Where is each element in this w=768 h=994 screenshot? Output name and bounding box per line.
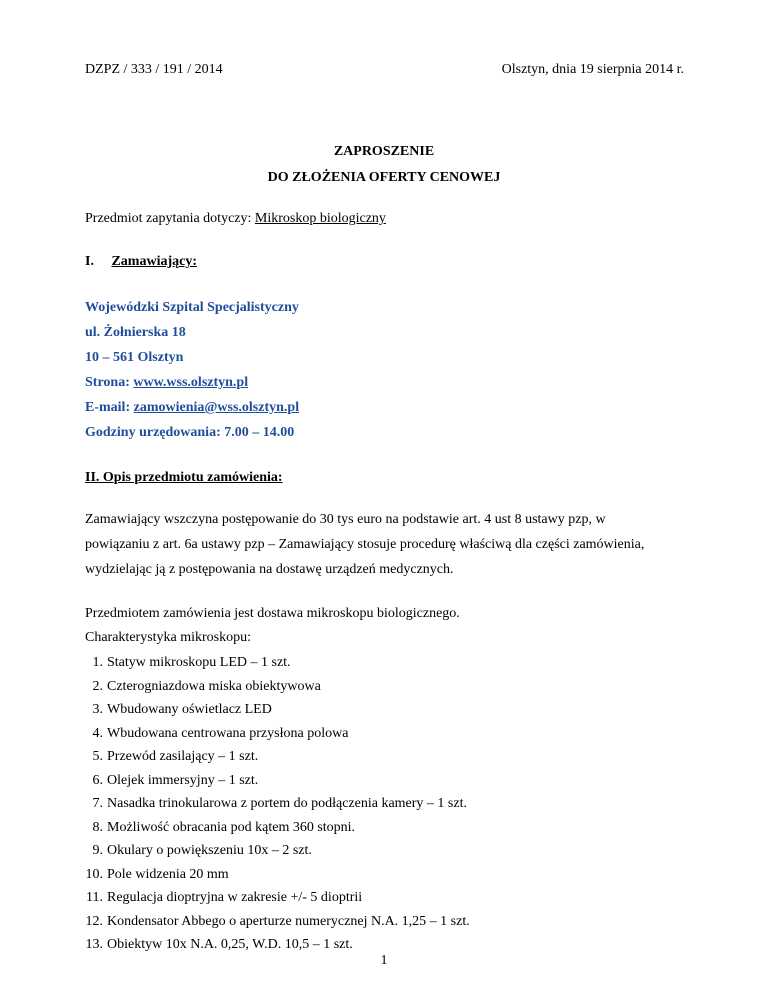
spec-item [79,679,321,695]
spec-item-number: 9. [92,843,103,858]
reference-number: DZPZ / 333 / 191 / 2014 [85,62,223,77]
spec-item-number: 4. [92,725,103,741]
website-label: Strona: [85,375,130,390]
org-email [85,400,299,416]
spec-item-text: Regulacja dioptryjna w zakresie +/- 5 dioptrii [107,890,363,905]
org-website [85,375,248,391]
spec-item [79,820,355,836]
spec-item-text: Kondensator Abbego o aperturze numerycznej N.A. 1,25 – 1 szt. [107,913,470,929]
doc-title-line1: ZAPROSZENIE [333,144,435,159]
section1-number: I. [85,254,94,269]
spec-item [79,937,353,953]
spec-item [79,726,348,742]
spec-item [79,843,312,859]
section1-title: Zamawiający: [111,254,197,269]
paragraph-line1: Zamawiający wszczyna postępowanie do 30 tys euro na podstawie art. 4 ust 8 ustawy pzp, w [85,512,606,527]
spec-item-number: 5. [92,749,103,764]
subject-line [85,211,386,227]
spec-item-text: Pole widzenia 20 mm [107,866,229,882]
spec-item-text: Możliwość obracania pod kątem 360 stopni. [107,819,356,835]
email-link[interactable]: zamowienia@wss.olsztyn.pl [133,400,300,415]
org-postal: 10 – 561 Olsztyn [85,350,184,365]
spec-item [79,796,467,812]
spec-item [79,890,362,906]
spec-item-number: 2. [92,678,103,694]
spec-label: Charakterystyka mikroskopu: [85,630,252,645]
spec-item-number: 12. [85,913,103,929]
office-hours: Godziny urzędowania: 7.00 – 14.00 [85,425,295,440]
website-link[interactable]: www.wss.olsztyn.pl [133,375,249,390]
spec-item [79,914,470,930]
org-name: Wojewódzki Szpital Specjalistyczny [85,300,299,315]
paragraph-line2: powiązaniu z art. 6a ustawy pzp – Zamawiający stosuje procedurę właściwą dla części zamówienia, [85,537,645,552]
spec-item [79,702,272,718]
spec-item-text: Obiektyw 10x N.A. 0,25, W.D. 10,5 – 1 szt. [107,937,353,952]
spec-item-number: 1. [92,655,103,670]
org-street: ul. Żołnierska 18 [85,325,186,340]
section2-heading: II. Opis przedmiotu zamówienia: [85,470,283,485]
spec-item [79,773,258,789]
spec-item [79,655,291,671]
doc-title-line2: DO ZŁOŻENIA OFERTY CENOWEJ [267,170,501,185]
spec-item [79,867,229,883]
spec-item-number: 8. [92,819,103,835]
page-number: 1 [380,953,388,968]
spec-item-text: Wbudowany oświetlacz LED [107,702,272,717]
section1-heading [85,254,197,270]
spec-item-text: Olejek immersyjny – 1 szt. [107,772,259,788]
spec-item-number: 3. [92,702,103,717]
spec-item-text: Czterogniazdowa miska obiektywowa [107,678,321,694]
place-date: Olsztyn, dnia 19 sierpnia 2014 r. [501,62,684,77]
spec-item-text: Przewód zasilający – 1 szt. [107,749,259,764]
subject-label: Przedmiot zapytania dotyczy: [85,211,252,226]
order-subject-line: Przedmiotem zamówienia jest dostawa mikroskopu biologicznego. [85,606,460,621]
email-label: E-mail: [85,400,131,415]
spec-item-number: 13. [85,937,103,952]
spec-item-text: Nasadka trinokularowa z portem do podłączenia kamery – 1 szt. [107,796,467,811]
paragraph-line3: wydzielając ją z postępowania na dostawę urządzeń medycznych. [85,562,454,577]
spec-item-text: Statyw mikroskopu LED – 1 szt. [107,655,291,670]
spec-item-text: Okulary o powiększeniu 10x – 2 szt. [107,843,312,858]
spec-item [79,749,258,765]
spec-item-number: 10. [85,866,103,882]
spec-item-number: 7. [92,796,103,811]
spec-item-number: 11. [86,890,103,905]
spec-item-text: Wbudowana centrowana przysłona polowa [107,725,349,741]
subject-value: Mikroskop biologiczny [254,211,386,226]
spec-item-number: 6. [92,772,103,788]
